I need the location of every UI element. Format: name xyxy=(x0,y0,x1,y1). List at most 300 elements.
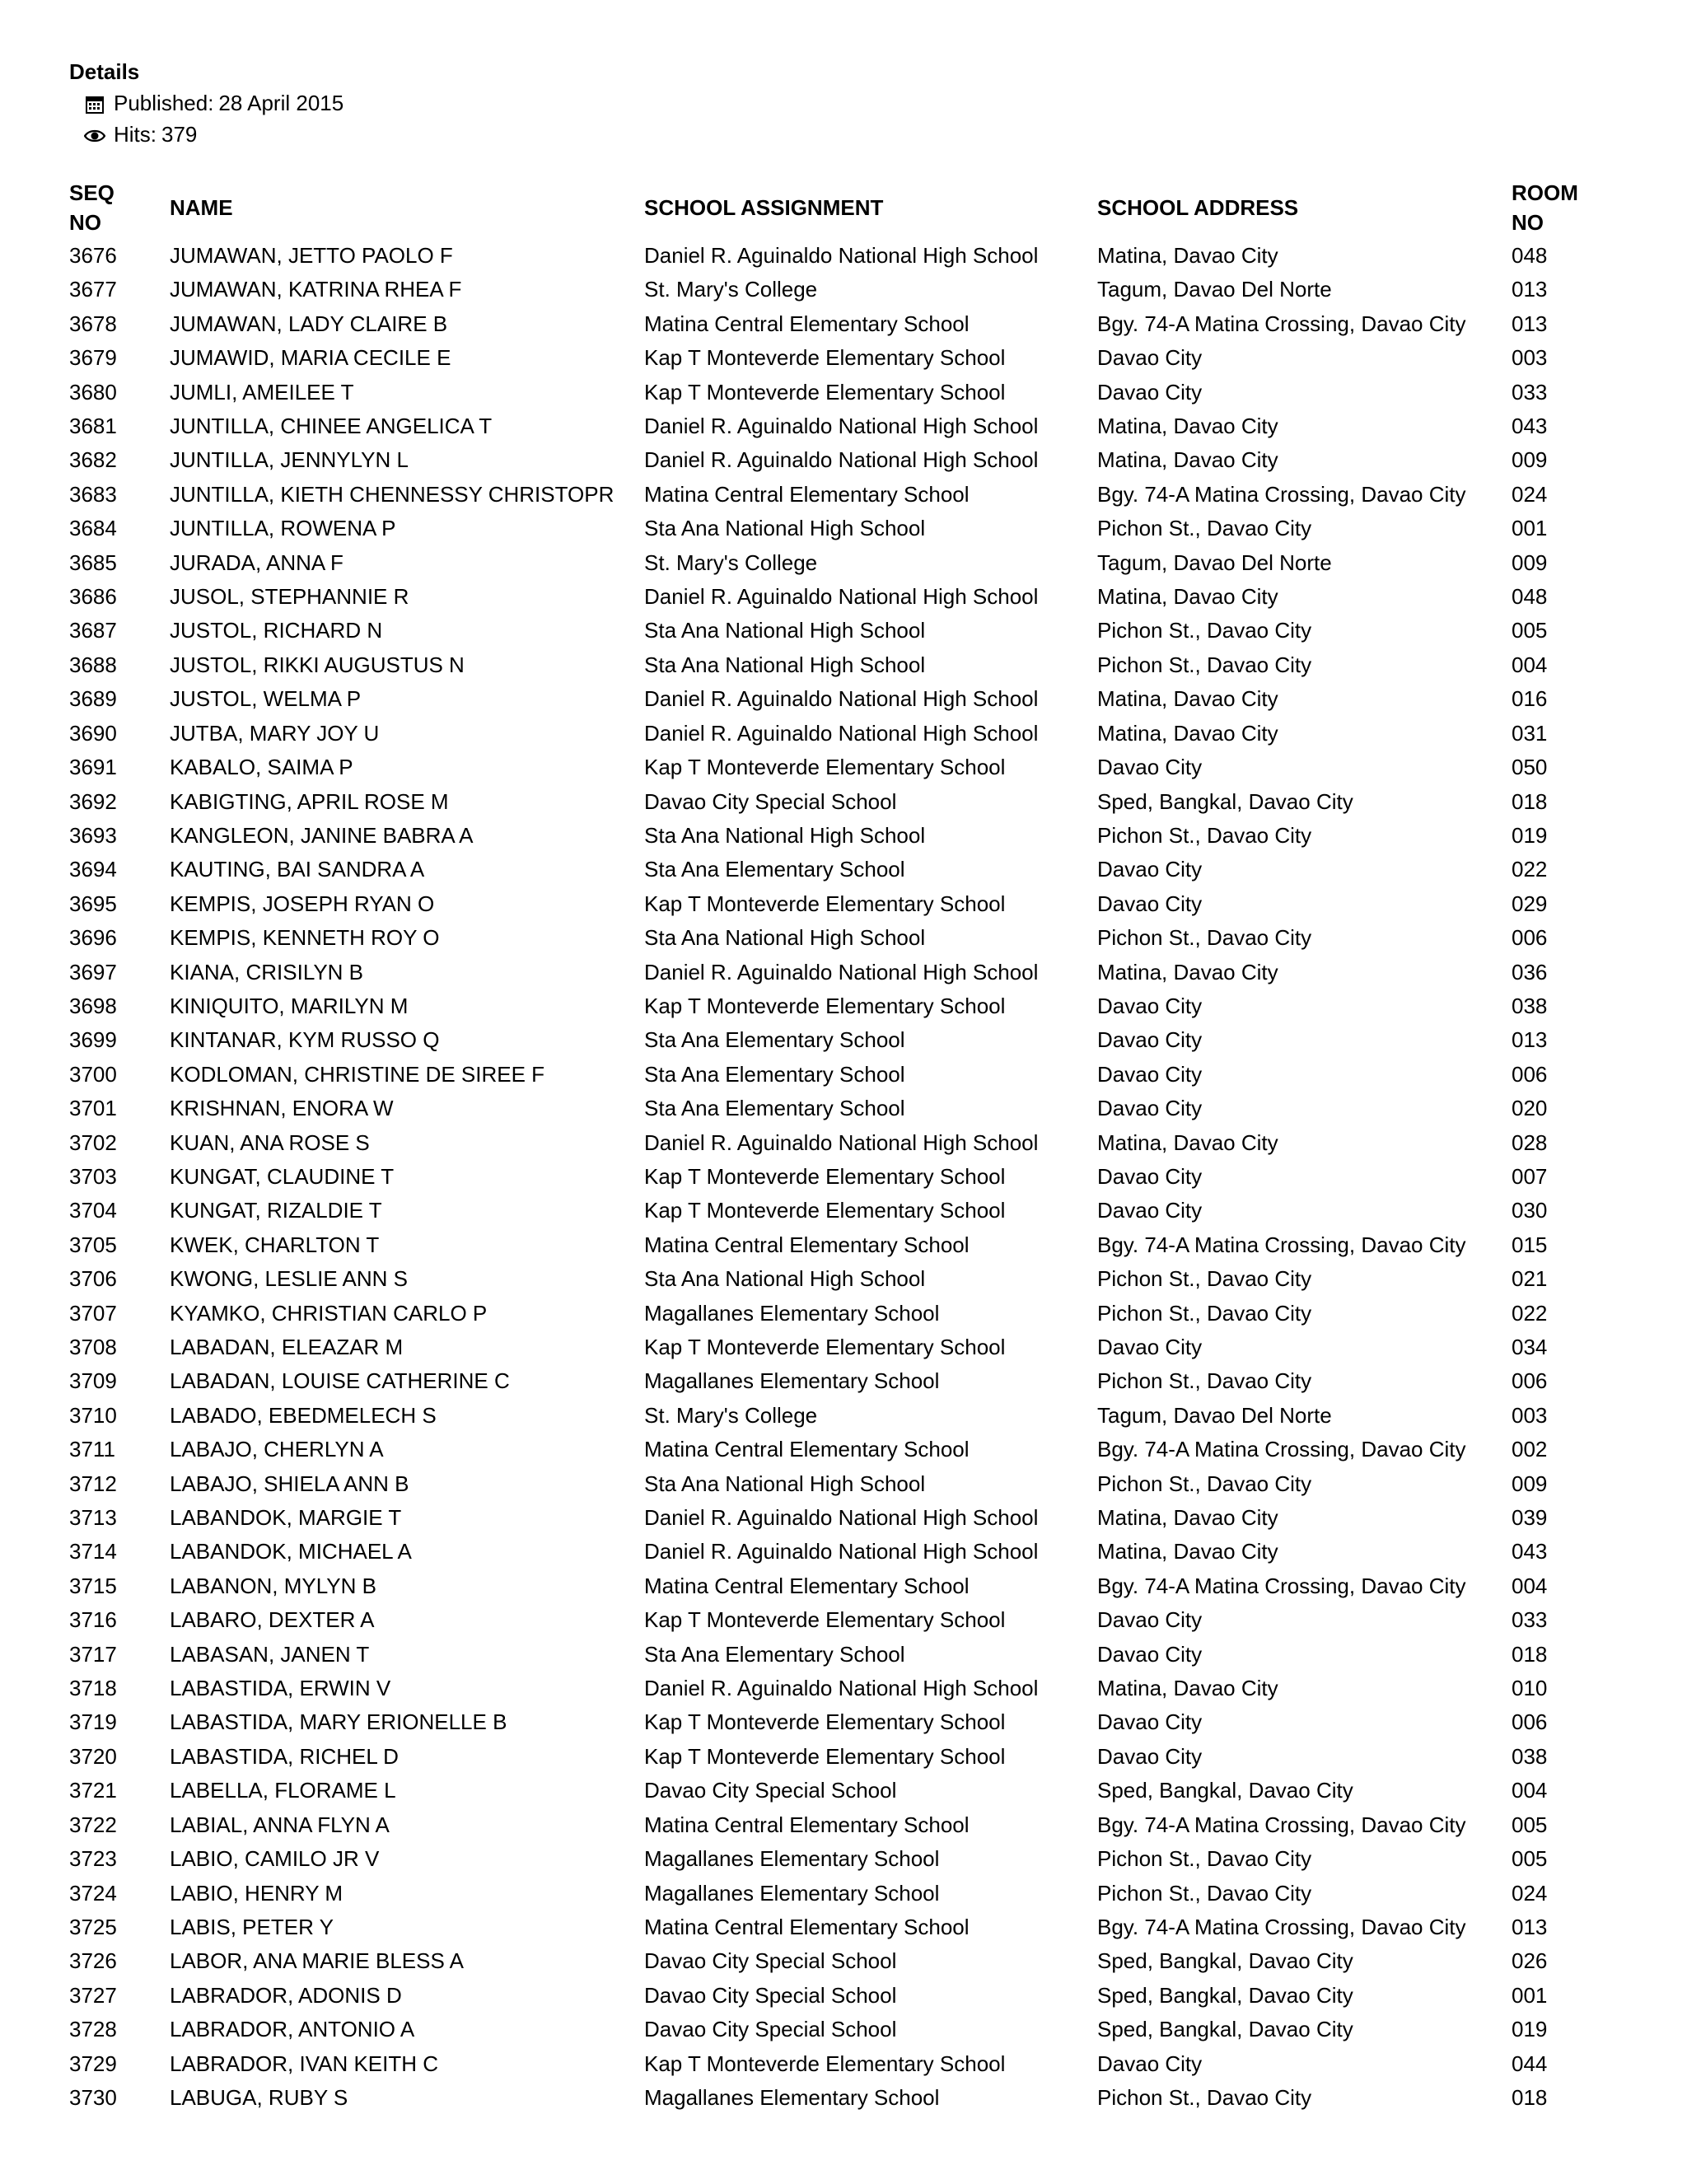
school-address-cell: Bgy. 74-A Matina Crossing, Davao City xyxy=(1097,1573,1466,1598)
name-cell: LABUGA, RUBY S xyxy=(170,2084,348,2110)
school-address-cell: Davao City xyxy=(1097,1163,1203,1189)
name-cell: KANGLEON, JANINE BABRA A xyxy=(170,822,474,848)
school-address-cell: Davao City xyxy=(1097,993,1203,1018)
table-row xyxy=(69,751,1610,784)
seq-no-cell: 3680 xyxy=(69,379,117,405)
seq-no-cell: 3720 xyxy=(69,1743,117,1769)
seq-no-cell: 3710 xyxy=(69,1402,117,1428)
table-row xyxy=(69,1467,1610,1501)
seq-no-cell: 3701 xyxy=(69,1096,117,1121)
table-row xyxy=(69,512,1610,545)
school-assignment-cell: Magallanes Elementary School xyxy=(644,2084,940,2110)
name-cell: LABASAN, JANEN T xyxy=(170,1641,370,1667)
table-row xyxy=(69,1160,1610,1194)
room-no-cell: 005 xyxy=(1512,1812,1548,1837)
table-row xyxy=(69,853,1610,886)
table-row xyxy=(69,307,1610,341)
table-row xyxy=(69,1364,1610,1398)
school-assignment-cell: St. Mary's College xyxy=(644,277,818,302)
seq-no-cell: 3709 xyxy=(69,1368,117,1394)
school-assignment-cell: Magallanes Elementary School xyxy=(644,1300,940,1326)
name-cell: KINTANAR, KYM RUSSO Q xyxy=(170,1027,440,1053)
room-no-cell: 021 xyxy=(1512,1266,1548,1292)
school-address-cell: Matina, Davao City xyxy=(1097,414,1278,439)
seq-no-cell: 3705 xyxy=(69,1232,117,1257)
room-no-cell: 018 xyxy=(1512,2084,1548,2110)
name-cell: LABANDOK, MICHAEL A xyxy=(170,1539,412,1564)
seq-no-cell: 3727 xyxy=(69,1982,117,2008)
seq-no-cell: 3682 xyxy=(69,447,117,473)
room-no-cell: 005 xyxy=(1512,618,1548,643)
seq-no-cell: 3703 xyxy=(69,1163,117,1189)
school-assignment-cell: Kap T Monteverde Elementary School xyxy=(644,1198,1006,1223)
seq-no-cell: 3681 xyxy=(69,414,117,439)
room-no-cell: 038 xyxy=(1512,993,1548,1018)
seq-no-cell: 3712 xyxy=(69,1471,117,1496)
room-no-cell: 022 xyxy=(1512,857,1548,882)
school-assignment-cell: Sta Ana Elementary School xyxy=(644,1096,905,1121)
school-address-cell: Pichon St., Davao City xyxy=(1097,1368,1312,1394)
school-assignment-cell: Kap T Monteverde Elementary School xyxy=(644,993,1006,1018)
header-school-address: SCHOOL ADDRESS xyxy=(1097,195,1299,220)
school-assignment-cell: Daniel R. Aguinaldo National High School xyxy=(644,414,1039,439)
table-row xyxy=(69,1672,1610,1705)
room-no-cell: 044 xyxy=(1512,2051,1548,2076)
school-address-cell: Matina, Davao City xyxy=(1097,1129,1278,1155)
room-no-cell: 022 xyxy=(1512,1300,1548,1326)
school-address-cell: Pichon St., Davao City xyxy=(1097,1471,1312,1496)
seq-no-cell: 3685 xyxy=(69,550,117,575)
school-assignment-cell: Daniel R. Aguinaldo National High School xyxy=(644,447,1039,473)
school-address-cell: Tagum, Davao Del Norte xyxy=(1097,1402,1332,1428)
name-cell: JUNTILLA, KIETH CHENNESSY CHRISTOPR xyxy=(170,481,615,507)
name-cell: KRISHNAN, ENORA W xyxy=(170,1096,394,1121)
name-cell: JUSTOL, RIKKI AUGUSTUS N xyxy=(170,652,465,677)
seq-no-cell: 3683 xyxy=(69,481,117,507)
name-cell: LABADO, EBEDMELECH S xyxy=(170,1402,437,1428)
table-row xyxy=(69,1740,1610,1774)
school-assignment-cell: Davao City Special School xyxy=(644,2017,897,2042)
school-assignment-cell: Daniel R. Aguinaldo National High School xyxy=(644,1676,1039,1701)
published-label: Published: xyxy=(114,91,214,115)
seq-no-cell: 3707 xyxy=(69,1300,117,1326)
room-no-cell: 004 xyxy=(1512,1573,1548,1598)
name-cell: JUNTILLA, JENNYLYN L xyxy=(170,447,409,473)
table-row xyxy=(69,1877,1610,1910)
school-assignment-cell: Kap T Monteverde Elementary School xyxy=(644,1335,1006,1359)
table-row xyxy=(69,273,1610,306)
school-assignment-cell: Daniel R. Aguinaldo National High School xyxy=(644,243,1039,268)
school-assignment-cell: Davao City Special School xyxy=(644,1948,897,1974)
school-address-cell: Matina, Davao City xyxy=(1097,686,1278,712)
room-no-cell: 020 xyxy=(1512,1096,1548,1121)
table-row xyxy=(69,682,1610,716)
school-assignment-cell: Sta Ana National High School xyxy=(644,652,926,677)
name-cell: KWEK, CHARLTON T xyxy=(170,1232,380,1257)
name-cell: JUSOL, STEPHANNIE R xyxy=(170,584,409,610)
table-row xyxy=(69,1262,1610,1296)
room-no-cell: 033 xyxy=(1512,1607,1548,1633)
room-no-cell: 039 xyxy=(1512,1505,1548,1531)
school-address-cell: Tagum, Davao Del Norte xyxy=(1097,277,1332,302)
table-row xyxy=(69,1569,1610,1603)
hits-line xyxy=(69,119,343,150)
seq-no-cell: 3729 xyxy=(69,2051,117,2076)
seq-no-cell: 3696 xyxy=(69,925,117,951)
seq-no-cell: 3692 xyxy=(69,788,117,814)
hits-value: 379 xyxy=(161,122,198,147)
details-title: Details xyxy=(69,59,140,84)
eye-icon xyxy=(84,124,105,145)
school-assignment-cell: Matina Central Elementary School xyxy=(644,1812,970,1837)
seq-no-cell: 3714 xyxy=(69,1539,117,1564)
name-cell: KODLOMAN, CHRISTINE DE SIREE F xyxy=(170,1061,545,1087)
seq-no-cell: 3719 xyxy=(69,1709,117,1735)
school-assignment-cell: Kap T Monteverde Elementary School xyxy=(644,1607,1006,1633)
table-row xyxy=(69,1297,1610,1331)
school-assignment-cell: Sta Ana National High School xyxy=(644,822,926,848)
name-cell: KIANA, CRISILYN B xyxy=(170,959,364,984)
room-no-cell: 033 xyxy=(1512,379,1548,405)
room-no-cell: 019 xyxy=(1512,822,1548,848)
name-cell: JUMAWAN, LADY CLAIRE B xyxy=(170,311,448,336)
room-no-cell: 009 xyxy=(1512,550,1548,575)
seq-no-cell: 3691 xyxy=(69,755,117,780)
room-no-cell: 026 xyxy=(1512,1948,1548,1974)
name-cell: KEMPIS, JOSEPH RYAN O xyxy=(170,891,435,916)
table-row xyxy=(69,1808,1610,1842)
school-address-cell: Davao City xyxy=(1097,857,1203,882)
school-address-cell: Tagum, Davao Del Norte xyxy=(1097,550,1332,575)
published-line xyxy=(69,87,343,119)
table-row xyxy=(69,1501,1610,1535)
table-row xyxy=(69,1535,1610,1569)
school-assignment-cell: Matina Central Elementary School xyxy=(644,481,970,507)
room-no-cell: 038 xyxy=(1512,1743,1548,1769)
room-no-cell: 001 xyxy=(1512,516,1548,541)
room-no-cell: 028 xyxy=(1512,1129,1548,1155)
table-row xyxy=(69,1944,1610,1978)
seq-no-cell: 3708 xyxy=(69,1335,117,1359)
seq-no-cell: 3687 xyxy=(69,618,117,643)
table-row xyxy=(69,785,1610,819)
school-address-cell: Matina, Davao City xyxy=(1097,584,1278,610)
name-cell: KUNGAT, CLAUDINE T xyxy=(170,1163,395,1189)
school-assignment-cell: Kap T Monteverde Elementary School xyxy=(644,2051,1006,2076)
table-row xyxy=(69,1910,1610,1944)
header-school-assignment: SCHOOL ASSIGNMENT xyxy=(644,195,884,220)
header-seq-no xyxy=(69,176,170,239)
name-cell: LABRADOR, IVAN KEITH C xyxy=(170,2051,439,2076)
name-cell: LABASTIDA, ERWIN V xyxy=(170,1676,391,1701)
room-no-cell: 007 xyxy=(1512,1163,1548,1189)
school-assignment-cell: Matina Central Elementary School xyxy=(644,1232,970,1257)
seq-no-cell: 3711 xyxy=(69,1437,115,1462)
calendar-icon xyxy=(84,92,105,114)
school-address-cell: Bgy. 74-A Matina Crossing, Davao City xyxy=(1097,1437,1466,1462)
seq-no-cell: 3699 xyxy=(69,1027,117,1053)
table-row xyxy=(69,1194,1610,1228)
name-cell: LABIS, PETER Y xyxy=(170,1914,334,1939)
seq-no-cell: 3723 xyxy=(69,1846,117,1872)
hits-label: Hits: xyxy=(114,122,157,147)
table-row xyxy=(69,648,1610,682)
room-no-cell: 009 xyxy=(1512,1471,1548,1496)
table-row xyxy=(69,819,1610,853)
school-assignment-cell: Sta Ana National High School xyxy=(644,618,926,643)
school-assignment-cell: Sta Ana Elementary School xyxy=(644,857,905,882)
seq-no-cell: 3721 xyxy=(69,1778,117,1803)
room-no-cell: 006 xyxy=(1512,1709,1548,1735)
name-cell: JUTBA, MARY JOY U xyxy=(170,720,380,746)
school-address-cell: Davao City xyxy=(1097,379,1203,405)
name-cell: LABAJO, CHERLYN A xyxy=(170,1437,384,1462)
room-no-cell: 001 xyxy=(1512,1982,1548,2008)
table-row xyxy=(69,1126,1610,1160)
name-cell: LABARO, DEXTER A xyxy=(170,1607,375,1633)
name-cell: JUMAWID, MARIA CECILE E xyxy=(170,345,451,371)
school-address-cell: Bgy. 74-A Matina Crossing, Davao City xyxy=(1097,311,1466,336)
school-address-cell: Davao City xyxy=(1097,1641,1203,1667)
school-address-cell: Sped, Bangkal, Davao City xyxy=(1097,1982,1353,2008)
school-address-cell: Davao City xyxy=(1097,345,1203,371)
seq-no-cell: 3718 xyxy=(69,1676,117,1701)
school-assignment-cell: Magallanes Elementary School xyxy=(644,1846,940,1872)
name-cell: JUNTILLA, ROWENA P xyxy=(170,516,396,541)
school-assignment-cell: Magallanes Elementary School xyxy=(644,1880,940,1906)
name-cell: LABASTIDA, RICHEL D xyxy=(170,1743,399,1769)
room-no-cell: 030 xyxy=(1512,1198,1548,1223)
seq-no-cell: 3677 xyxy=(69,277,117,302)
room-no-cell: 003 xyxy=(1512,345,1548,371)
school-assignment-cell: Daniel R. Aguinaldo National High School xyxy=(644,1505,1039,1531)
table-row xyxy=(69,887,1610,921)
room-no-cell: 006 xyxy=(1512,1061,1548,1087)
room-no-cell: 048 xyxy=(1512,584,1548,610)
school-assignment-cell: Magallanes Elementary School xyxy=(644,1368,940,1394)
school-address-cell: Bgy. 74-A Matina Crossing, Davao City xyxy=(1097,1914,1466,1939)
seq-no-cell: 3730 xyxy=(69,2084,117,2110)
school-assignment-cell: Sta Ana National High School xyxy=(644,1471,926,1496)
school-address-cell: Pichon St., Davao City xyxy=(1097,1300,1312,1326)
school-address-cell: Davao City xyxy=(1097,1061,1203,1087)
school-address-cell: Matina, Davao City xyxy=(1097,243,1278,268)
table-row xyxy=(69,1399,1610,1433)
name-cell: LABELLA, FLORAME L xyxy=(170,1778,396,1803)
school-address-cell: Pichon St., Davao City xyxy=(1097,618,1312,643)
name-cell: KINIQUITO, MARILYN M xyxy=(170,993,409,1018)
school-address-cell: Pichon St., Davao City xyxy=(1097,652,1312,677)
table-body xyxy=(69,239,1610,2115)
seq-no-cell: 3688 xyxy=(69,652,117,677)
name-cell: LABIO, CAMILO JR V xyxy=(170,1846,380,1872)
table-row xyxy=(69,1979,1610,2013)
details-panel xyxy=(69,56,343,150)
seq-no-cell: 3679 xyxy=(69,345,117,371)
room-no-cell: 029 xyxy=(1512,891,1548,916)
name-cell: JUSTOL, WELMA P xyxy=(170,686,362,712)
school-address-cell: Pichon St., Davao City xyxy=(1097,925,1312,951)
table-header-row xyxy=(69,176,1610,239)
school-address-cell: Matina, Davao City xyxy=(1097,1539,1278,1564)
table-row xyxy=(69,376,1610,409)
school-address-cell: Sped, Bangkal, Davao City xyxy=(1097,788,1353,814)
school-assignment-cell: Kap T Monteverde Elementary School xyxy=(644,345,1006,371)
table-row xyxy=(69,239,1610,273)
room-no-cell: 004 xyxy=(1512,1778,1548,1803)
school-address-cell: Pichon St., Davao City xyxy=(1097,1880,1312,1906)
school-assignment-cell: Daniel R. Aguinaldo National High School xyxy=(644,1539,1039,1564)
table-row xyxy=(69,989,1610,1023)
table-row xyxy=(69,717,1610,751)
school-assignment-cell: Kap T Monteverde Elementary School xyxy=(644,1743,1006,1769)
name-cell: KUAN, ANA ROSE S xyxy=(170,1129,370,1155)
school-assignment-cell: Kap T Monteverde Elementary School xyxy=(644,1163,1006,1189)
published-date: 28 April 2015 xyxy=(218,91,344,115)
seq-no-cell: 3728 xyxy=(69,2017,117,2042)
school-address-cell: Matina, Davao City xyxy=(1097,1676,1278,1701)
seq-no-cell: 3713 xyxy=(69,1505,117,1531)
name-cell: LABRADOR, ADONIS D xyxy=(170,1982,402,2008)
header-name: NAME xyxy=(170,195,233,220)
room-no-cell: 024 xyxy=(1512,481,1548,507)
room-no-cell: 031 xyxy=(1512,720,1548,746)
school-address-cell: Davao City xyxy=(1097,755,1203,780)
header-room-line1: ROOM xyxy=(1512,180,1578,205)
seq-no-cell: 3698 xyxy=(69,993,117,1018)
name-cell: JURADA, ANNA F xyxy=(170,550,343,575)
school-address-cell: Matina, Davao City xyxy=(1097,720,1278,746)
school-address-cell: Pichon St., Davao City xyxy=(1097,2084,1312,2110)
school-assignment-cell: Sta Ana Elementary School xyxy=(644,1027,905,1053)
school-assignment-cell: Matina Central Elementary School xyxy=(644,311,970,336)
roster-table xyxy=(69,176,1610,2115)
room-no-cell: 013 xyxy=(1512,1914,1548,1939)
name-cell: KWONG, LESLIE ANN S xyxy=(170,1266,408,1292)
school-assignment-cell: Daniel R. Aguinaldo National High School xyxy=(644,686,1039,712)
name-cell: LABIO, HENRY M xyxy=(170,1880,343,1906)
school-assignment-cell: St. Mary's College xyxy=(644,1402,818,1428)
school-assignment-cell: Kap T Monteverde Elementary School xyxy=(644,1709,1006,1735)
school-address-cell: Bgy. 74-A Matina Crossing, Davao City xyxy=(1097,1812,1466,1837)
school-address-cell: Davao City xyxy=(1097,2051,1203,2076)
name-cell: LABASTIDA, MARY ERIONELLE B xyxy=(170,1709,507,1735)
school-address-cell: Davao City xyxy=(1097,1198,1203,1223)
table-row xyxy=(69,921,1610,955)
school-address-cell: Davao City xyxy=(1097,891,1203,916)
school-address-cell: Matina, Davao City xyxy=(1097,1505,1278,1531)
name-cell: JUMLI, AMEILEE T xyxy=(170,379,354,405)
school-address-cell: Sped, Bangkal, Davao City xyxy=(1097,1778,1353,1803)
school-address-cell: Davao City xyxy=(1097,1096,1203,1121)
room-no-cell: 003 xyxy=(1512,1402,1548,1428)
header-seq-line1: SEQ xyxy=(69,180,114,205)
school-assignment-cell: Sta Ana National High School xyxy=(644,1266,926,1292)
room-no-cell: 018 xyxy=(1512,788,1548,814)
name-cell: KABALO, SAIMA P xyxy=(170,755,353,780)
room-no-cell: 006 xyxy=(1512,1368,1548,1394)
room-no-cell: 006 xyxy=(1512,925,1548,951)
name-cell: KABIGTING, APRIL ROSE M xyxy=(170,788,449,814)
table-row xyxy=(69,1638,1610,1672)
school-address-cell: Davao City xyxy=(1097,1607,1203,1633)
seq-no-cell: 3684 xyxy=(69,516,117,541)
seq-no-cell: 3702 xyxy=(69,1129,117,1155)
name-cell: JUMAWAN, JETTO PAOLO F xyxy=(170,243,453,268)
name-cell: LABAJO, SHIELA ANN B xyxy=(170,1471,409,1496)
seq-no-cell: 3695 xyxy=(69,891,117,916)
name-cell: LABANDOK, MARGIE T xyxy=(170,1505,402,1531)
room-no-cell: 009 xyxy=(1512,447,1548,473)
seq-no-cell: 3697 xyxy=(69,959,117,984)
school-assignment-cell: Kap T Monteverde Elementary School xyxy=(644,379,1006,405)
school-assignment-cell: Daniel R. Aguinaldo National High School xyxy=(644,959,1039,984)
school-assignment-cell: Daniel R. Aguinaldo National High School xyxy=(644,720,1039,746)
room-no-cell: 002 xyxy=(1512,1437,1548,1462)
school-address-cell: Bgy. 74-A Matina Crossing, Davao City xyxy=(1097,1232,1466,1257)
name-cell: LABRADOR, ANTONIO A xyxy=(170,2017,415,2042)
school-address-cell: Davao City xyxy=(1097,1335,1203,1359)
header-seq-line2: NO xyxy=(69,210,101,235)
room-no-cell: 036 xyxy=(1512,959,1548,984)
seq-no-cell: 3678 xyxy=(69,311,117,336)
name-cell: KUNGAT, RIZALDIE T xyxy=(170,1198,382,1223)
seq-no-cell: 3686 xyxy=(69,584,117,610)
school-address-cell: Sped, Bangkal, Davao City xyxy=(1097,2017,1353,2042)
name-cell: KAUTING, BAI SANDRA A xyxy=(170,857,425,882)
room-no-cell: 013 xyxy=(1512,277,1548,302)
school-address-cell: Sped, Bangkal, Davao City xyxy=(1097,1948,1353,1974)
table-row xyxy=(69,478,1610,512)
school-assignment-cell: Matina Central Elementary School xyxy=(644,1573,970,1598)
name-cell: JUMAWAN, KATRINA RHEA F xyxy=(170,277,462,302)
school-assignment-cell: Matina Central Elementary School xyxy=(644,1437,970,1462)
school-assignment-cell: Sta Ana National High School xyxy=(644,925,926,951)
seq-no-cell: 3715 xyxy=(69,1573,117,1598)
seq-no-cell: 3694 xyxy=(69,857,117,882)
seq-no-cell: 3722 xyxy=(69,1812,117,1837)
table-row xyxy=(69,580,1610,614)
table-row xyxy=(69,1058,1610,1092)
header-room-no xyxy=(1512,176,1610,239)
name-cell: LABIAL, ANNA FLYN A xyxy=(170,1812,390,1837)
table-row xyxy=(69,1842,1610,1876)
table-row xyxy=(69,1228,1610,1262)
room-no-cell: 004 xyxy=(1512,652,1548,677)
school-address-cell: Davao City xyxy=(1097,1027,1203,1053)
name-cell: LABOR, ANA MARIE BLESS A xyxy=(170,1948,464,1974)
school-assignment-cell: Sta Ana National High School xyxy=(644,516,926,541)
room-no-cell: 043 xyxy=(1512,1539,1548,1564)
seq-no-cell: 3704 xyxy=(69,1198,117,1223)
room-no-cell: 018 xyxy=(1512,1641,1548,1667)
school-assignment-cell: Davao City Special School xyxy=(644,1778,897,1803)
table-row xyxy=(69,1331,1610,1364)
school-assignment-cell: Davao City Special School xyxy=(644,1982,897,2008)
school-address-cell: Davao City xyxy=(1097,1743,1203,1769)
table-row xyxy=(69,2081,1610,2115)
table-row xyxy=(69,2013,1610,2046)
school-assignment-cell: Kap T Monteverde Elementary School xyxy=(644,755,1006,780)
name-cell: JUSTOL, RICHARD N xyxy=(170,618,383,643)
name-cell: KYAMKO, CHRISTIAN CARLO P xyxy=(170,1300,488,1326)
name-cell: LABADAN, ELEAZAR M xyxy=(170,1335,404,1359)
room-no-cell: 010 xyxy=(1512,1676,1548,1701)
room-no-cell: 013 xyxy=(1512,311,1548,336)
seq-no-cell: 3693 xyxy=(69,822,117,848)
room-no-cell: 013 xyxy=(1512,1027,1548,1053)
school-assignment-cell: Kap T Monteverde Elementary School xyxy=(644,891,1006,916)
